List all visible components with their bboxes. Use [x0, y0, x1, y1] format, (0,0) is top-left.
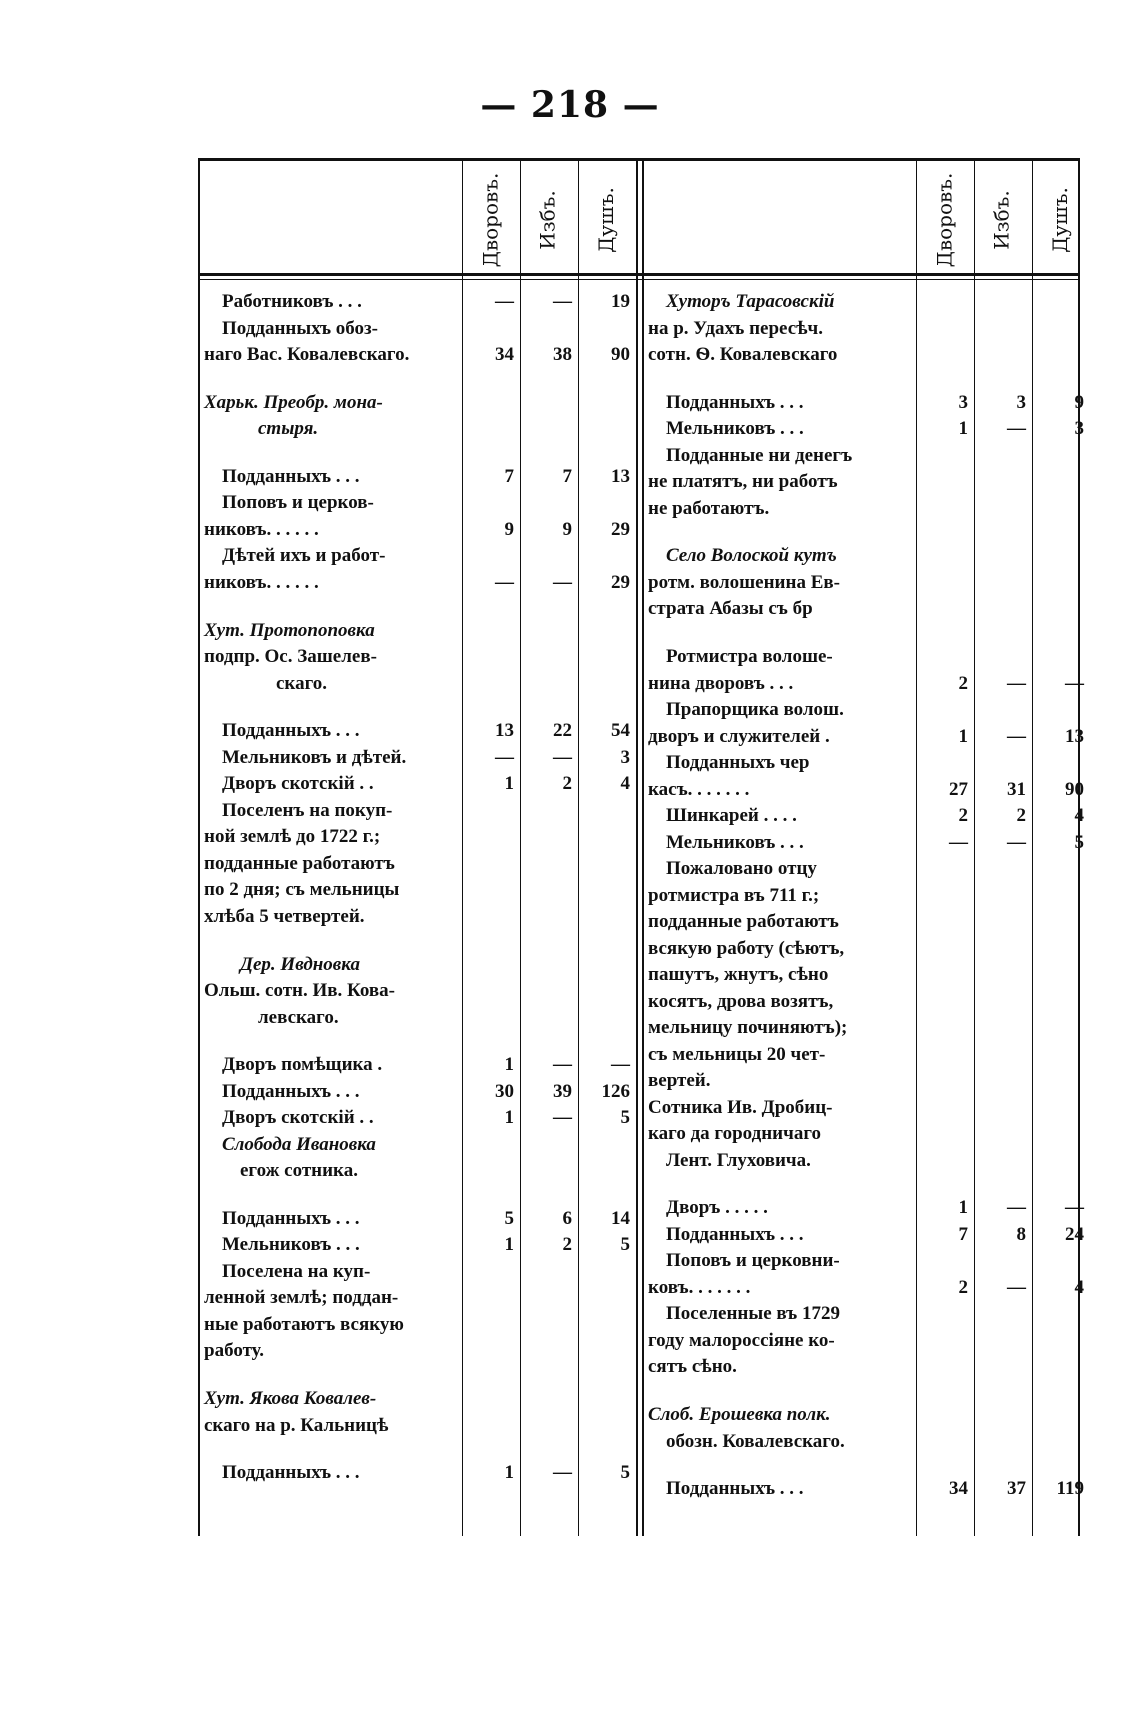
- left-row-label: левскаго.: [258, 1006, 339, 1028]
- left-row-label: подданные работаютъ: [204, 852, 395, 874]
- left-row-label: Поселена на куп-: [222, 1260, 371, 1282]
- header-dush-right: Душъ.: [1048, 187, 1073, 253]
- left-cell-izb: —: [553, 291, 572, 312]
- statistics-table: [198, 158, 1084, 1536]
- right-row-label: Шинкарей . . . .: [666, 805, 797, 827]
- left-cell-izb: 2: [562, 1234, 572, 1256]
- left-cell-dvorov: 9: [504, 518, 514, 540]
- left-cell-dush: 13: [611, 465, 630, 487]
- right-row-label: Поповъ и церковни-: [666, 1250, 840, 1272]
- left-cell-dush: 29: [611, 571, 630, 593]
- left-cell-dvorov: 30: [495, 1080, 514, 1102]
- right-row-label: ковъ. . . . . . .: [648, 1276, 751, 1298]
- left-cell-dvorov: —: [495, 571, 514, 593]
- right-cell-izb: —: [1007, 1197, 1026, 1219]
- right-row-label: Подданныхъ . . .: [666, 1478, 804, 1500]
- left-row-label: Харьк. Преобр. мона-: [204, 391, 383, 413]
- left-row-label: Хут. Протопоповка: [204, 619, 375, 641]
- right-row-label: ротм. волошенина Ев-: [648, 571, 840, 593]
- left-cell-izb: 22: [553, 720, 572, 742]
- right-row-label: Сотника Ив. Дробиц-: [648, 1096, 833, 1118]
- right-row-label: обозн. Ковалевскаго.: [666, 1430, 845, 1452]
- left-cell-izb: 7: [562, 465, 572, 487]
- right-row-label: году малороссіяне ко-: [648, 1329, 835, 1351]
- right-row-label: Мельниковъ . . .: [666, 418, 804, 440]
- right-row-label: сотн. Ѳ. Ковалевскаго: [648, 344, 838, 365]
- right-row-label: Подданныхъ чер: [666, 752, 810, 774]
- right-row-label: всякую работу (сѣютъ,: [648, 937, 845, 959]
- header-dvorov-right: Дворовъ.: [932, 172, 956, 268]
- right-cell-dush: 119: [1056, 1478, 1084, 1500]
- left-cell-dush: 4: [620, 773, 630, 795]
- left-cell-dvorov: 1: [504, 1054, 514, 1076]
- left-row-label: Подданныхъ . . .: [222, 1462, 360, 1484]
- right-cell-dvorov: 7: [958, 1223, 968, 1245]
- left-cell-dvorov: 5: [504, 1207, 514, 1229]
- left-cell-izb: 2: [562, 773, 572, 795]
- left-row-label: скаго.: [276, 672, 327, 694]
- right-row-label: съ мельницы 20 чет-: [648, 1043, 826, 1065]
- right-cell-izb: —: [1007, 725, 1026, 747]
- right-cell-dvorov: 2: [958, 1276, 968, 1298]
- left-cell-dush: 5: [620, 1234, 630, 1256]
- right-row-label: Лент. Глуховича.: [666, 1149, 811, 1171]
- header-dush-left: Душъ.: [594, 187, 619, 253]
- right-cell-dvorov: 27: [949, 778, 968, 800]
- left-row-label: Хут. Якова Ковалев-: [204, 1388, 377, 1410]
- left-row-label: стыря.: [258, 418, 319, 440]
- left-cell-dvorov: 34: [495, 344, 514, 365]
- right-row-label: вертей.: [648, 1070, 711, 1092]
- left-row-label: Поселенъ на покуп-: [222, 799, 393, 821]
- right-row-label: касъ. . . . . . .: [648, 778, 750, 800]
- right-row-label: Пожаловано отцу: [666, 858, 817, 880]
- right-row-label: Поселенные въ 1729: [666, 1303, 840, 1325]
- right-row-label: Подданныхъ . . .: [666, 391, 804, 413]
- right-cell-dvorov: 2: [958, 672, 968, 694]
- left-cell-izb: 38: [553, 344, 572, 365]
- left-cell-dvorov: 1: [504, 1234, 514, 1256]
- right-row-label: нина дворовъ . . .: [648, 672, 794, 694]
- right-cell-dvorov: 3: [958, 391, 968, 413]
- left-row-label: Подданныхъ . . .: [222, 720, 360, 742]
- left-row-label: никовъ. . . . . .: [204, 571, 319, 593]
- left-cell-dush: 5: [620, 1462, 630, 1484]
- left-cell-dvorov: —: [495, 746, 514, 768]
- header-izb-left: Избъ.: [536, 190, 561, 250]
- right-cell-dush: 4: [1074, 1276, 1084, 1298]
- left-cell-dush: 19: [611, 291, 630, 312]
- left-row-label: Дворъ помѣщика .: [222, 1054, 383, 1076]
- left-row-label: хлѣба 5 четвертей.: [204, 905, 365, 927]
- left-row-label: Дѣтей ихъ и работ-: [222, 545, 386, 567]
- right-cell-izb: —: [1007, 1276, 1026, 1298]
- right-row-label: Подданные ни денегъ: [666, 444, 853, 466]
- right-cell-dush: 90: [1065, 778, 1084, 800]
- left-row-label: егож сотника.: [240, 1160, 358, 1182]
- right-row-label: Подданныхъ . . .: [666, 1223, 804, 1245]
- left-cell-dvorov: —: [495, 291, 514, 312]
- left-row-label: Слобода Ивановка: [222, 1133, 376, 1155]
- left-cell-izb: 39: [553, 1080, 572, 1102]
- right-cell-dush: 9: [1074, 391, 1084, 413]
- right-row-label: Село Волоской кутъ: [666, 545, 837, 567]
- right-row-label: Дворъ . . . . .: [666, 1197, 768, 1219]
- right-row-label: каго да городничаго: [648, 1123, 821, 1145]
- right-cell-dvorov: 1: [958, 1197, 968, 1219]
- right-cell-dvorov: 1: [958, 725, 968, 747]
- right-row-label: мельницу починяютъ);: [648, 1017, 848, 1039]
- right-row-label: сятъ сѣно.: [648, 1356, 737, 1378]
- left-cell-izb: —: [553, 1054, 572, 1076]
- right-cell-izb: 3: [1016, 391, 1026, 413]
- right-cell-izb: —: [1007, 831, 1026, 853]
- page-number: — 218 —: [480, 84, 660, 126]
- left-cell-dush: 5: [620, 1107, 630, 1129]
- left-row-label: Подданныхъ обоз-: [222, 317, 378, 339]
- right-row-label: страта Абазы съ бр: [648, 598, 813, 620]
- left-cell-izb: 6: [562, 1207, 572, 1229]
- left-cell-izb: —: [553, 1107, 572, 1129]
- right-cell-dush: 3: [1074, 418, 1084, 440]
- left-row-label: наго Вас. Ковалевскаго.: [204, 344, 410, 365]
- left-cell-dush: 126: [601, 1080, 630, 1102]
- left-cell-dush: 3: [620, 746, 630, 768]
- right-cell-dvorov: —: [949, 831, 968, 853]
- left-row-label: Работниковъ . . .: [222, 291, 362, 312]
- right-cell-dvorov: 2: [958, 805, 968, 827]
- left-cell-dvorov: 1: [504, 1462, 514, 1484]
- right-row-label: на р. Удахъ пересѣч.: [648, 317, 824, 339]
- header-izb-right: Избъ.: [990, 190, 1015, 250]
- right-row-label: Слоб. Ерошевка полк.: [648, 1404, 831, 1425]
- right-row-label: Мельниковъ . . .: [666, 831, 804, 853]
- right-row-label: Ротмистра волоше-: [666, 646, 833, 668]
- right-cell-izb: 2: [1016, 805, 1026, 827]
- left-cell-dvorov: 13: [495, 720, 514, 742]
- left-row-label: ные работаютъ всякую: [204, 1313, 404, 1335]
- right-row-label: не платятъ, ни работъ: [648, 471, 838, 493]
- left-cell-dush: 90: [611, 344, 630, 365]
- left-cell-dush: 29: [611, 518, 630, 540]
- right-row-label: Прапорщика волош.: [666, 699, 844, 721]
- right-cell-dvorov: 34: [949, 1478, 968, 1500]
- left-row-label: Подданныхъ . . .: [222, 1207, 360, 1229]
- left-row-label: Дворъ скотскій . .: [222, 773, 374, 795]
- left-row-label: по 2 дня; съ мельницы: [204, 879, 400, 901]
- left-row-label: ной землѣ до 1722 г.;: [204, 826, 381, 848]
- header-dvorov-left: Дворовъ.: [478, 172, 502, 268]
- right-cell-dush: —: [1065, 1197, 1084, 1219]
- right-cell-izb: —: [1007, 672, 1026, 694]
- right-row-label: подданные работаютъ: [648, 911, 839, 933]
- right-row-label: пашутъ, жнутъ, сѣно: [648, 964, 829, 986]
- right-cell-dush: —: [1065, 672, 1084, 694]
- right-cell-dush: 5: [1074, 831, 1084, 853]
- right-cell-izb: 37: [1007, 1478, 1026, 1500]
- right-row-label: Хуторъ Тарасовскій: [666, 291, 835, 312]
- left-row-label: Мельниковъ и дѣтей.: [222, 746, 407, 768]
- left-cell-dvorov: 1: [504, 1107, 514, 1129]
- right-cell-izb: —: [1007, 418, 1026, 440]
- left-row-label: Дворъ скотскій . .: [222, 1107, 374, 1129]
- right-row-label: ротмистра въ 711 г.;: [648, 884, 820, 906]
- left-cell-dush: —: [611, 1054, 630, 1076]
- left-cell-dvorov: 7: [504, 465, 514, 487]
- left-cell-izb: —: [553, 571, 572, 593]
- left-row-label: Подданныхъ . . .: [222, 1080, 360, 1102]
- right-cell-dush: 13: [1065, 725, 1084, 747]
- left-row-label: никовъ. . . . . .: [204, 518, 319, 540]
- left-row-label: ленной землѣ; поддан-: [204, 1287, 399, 1309]
- right-row-label: дворъ и служителей .: [648, 725, 830, 747]
- left-row-label: Подданныхъ . . .: [222, 465, 360, 487]
- right-cell-dush: 4: [1074, 805, 1084, 827]
- left-row-label: работу.: [204, 1340, 264, 1362]
- left-cell-izb: —: [553, 746, 572, 768]
- right-row-label: косятъ, дрова возятъ,: [648, 990, 834, 1012]
- right-cell-dush: 24: [1065, 1223, 1084, 1245]
- right-cell-izb: 31: [1007, 778, 1026, 800]
- left-row-label: Мельниковъ . . .: [222, 1234, 360, 1256]
- left-cell-dvorov: 1: [504, 773, 514, 795]
- left-row-label: Поповъ и церков-: [222, 492, 374, 514]
- left-cell-dush: 14: [611, 1207, 630, 1229]
- right-row-label: не работаютъ.: [648, 497, 770, 519]
- left-row-label: скаго на р. Кальницѣ: [204, 1414, 389, 1436]
- left-cell-dush: 54: [611, 720, 630, 742]
- right-cell-dvorov: 1: [958, 418, 968, 440]
- right-cell-izb: 8: [1016, 1223, 1026, 1245]
- left-cell-izb: —: [553, 1462, 572, 1484]
- left-row-label: Дер. Ивдновка: [240, 953, 360, 975]
- left-row-label: подпр. Ос. Зашелев-: [204, 646, 377, 668]
- left-row-label: Ольш. сотн. Ив. Кова-: [204, 980, 395, 1001]
- left-cell-izb: 9: [562, 518, 572, 540]
